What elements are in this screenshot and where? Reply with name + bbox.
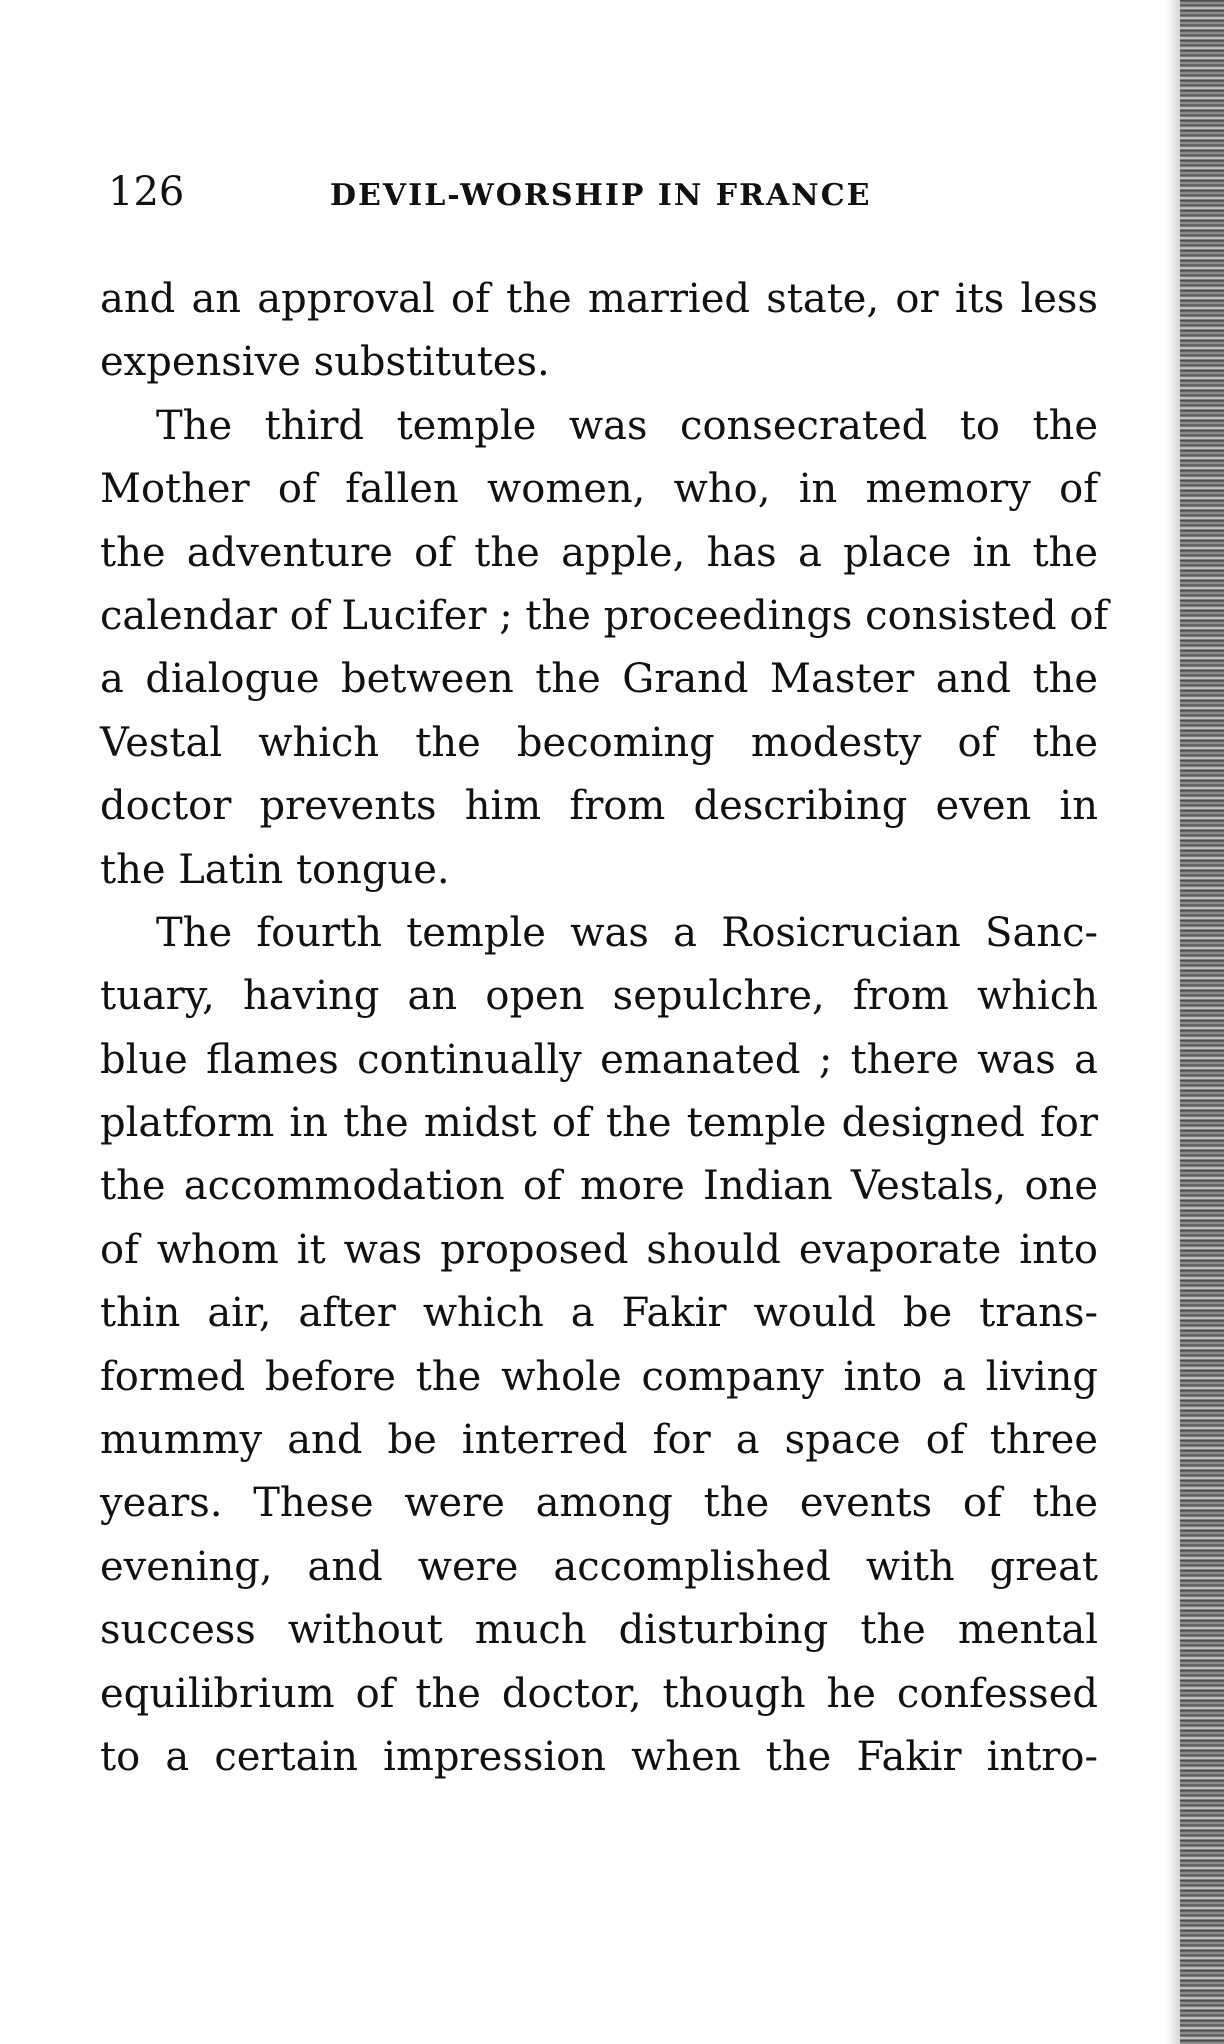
text-line: doctor prevents him from describing even in [100,783,1098,830]
text-line: success without much disturbing the mental [100,1607,1098,1654]
running-title: DEVIL-WORSHIP IN FRANCE [330,178,872,213]
page-number: 126 [108,169,185,215]
page-edge-shadow [1180,0,1224,2044]
text-line: tuary, having an open sepulchre, from which [100,973,1098,1020]
text-line: formed before the whole company into a living [100,1353,1098,1400]
text-line: evening, and were accomplished with great [100,1543,1098,1590]
text-line: the adventure of the apple, has a place in the [100,529,1098,576]
text-line: the Latin tongue. [100,846,450,893]
text-line: thin air, after which a Fakir would be trans- [100,1290,1098,1337]
text-line: The fourth temple was a Rosicrucian Sanc- [156,909,1098,956]
text-line: calendar of Lucifer ; the proceedings consisted of [100,592,1109,639]
text-line: and an approval of the married state, or its less [100,276,1098,322]
text-line: The third temple was consecrated to the [156,402,1098,449]
body-text [100,268,1109,1789]
text-line: Vestal which the becoming modesty of the [100,719,1098,766]
text-line: a dialogue between the Grand Master and the [100,656,1098,703]
text-line: of whom it was proposed should evaporate into [100,1226,1098,1273]
text-line: the accommodation of more Indian Vestals, one [100,1163,1098,1210]
text-line: expensive substitutes. [100,339,550,386]
text-line: Mother of fallen women, who, in memory of [100,466,1098,513]
page-header [108,168,1088,228]
text-line: blue flames continually emanated ; there was a [100,1036,1098,1083]
text-line: to a certain impression when the Fakir intro- [100,1733,1098,1780]
text-line: mummy and be interred for a space of three [100,1417,1098,1464]
text-line: equilibrium of the doctor, though he confessed [100,1670,1098,1717]
text-line: platform in the midst of the temple designed for [100,1100,1098,1147]
text-line: years. These were among the events of the [100,1480,1098,1527]
